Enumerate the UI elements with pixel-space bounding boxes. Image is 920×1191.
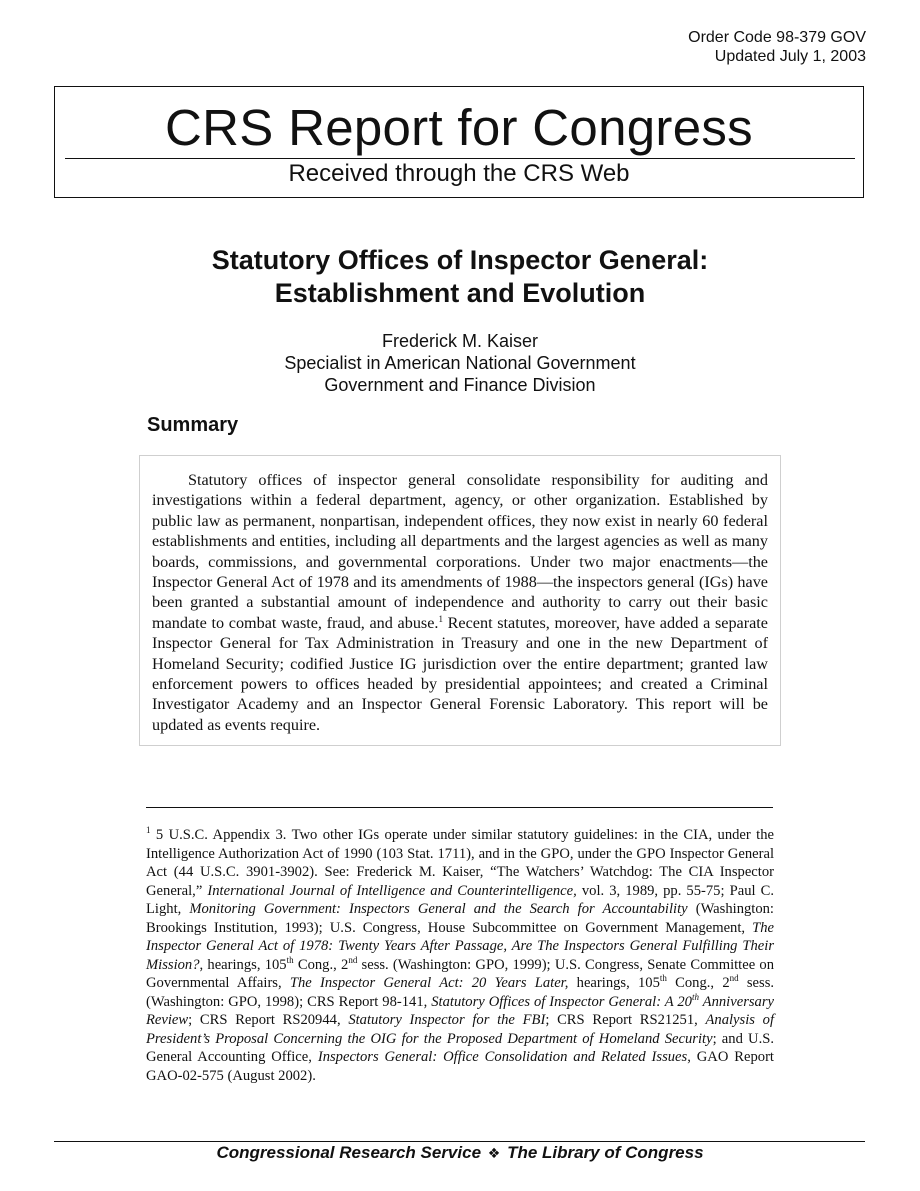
footnote-text: sess. (Washington: GPO, 1999); U.S. Congress, Senate Committee on Governmental Affairs, [146,956,775,991]
ordinal-suffix: th [691,991,699,1002]
diamond-separator-icon: ❖ [487,1146,501,1162]
footnote-citation-title: Monitoring Government: Inspectors General and the Search for Accountability [189,901,688,917]
summary-box [139,455,781,746]
summary-footnote-ref[interactable]: 1 [438,613,443,624]
footnote-divider [146,807,773,808]
footnote-mark: 1 [146,825,151,835]
updated-date: Updated July 1, 2003 [714,48,866,65]
author-title: Specialist in American National Government [284,353,636,373]
order-code: Order Code 98-379 GOV [688,29,866,46]
footnote-citation-title: Analysis of President’s Proposal Concerning the OIG for the Proposed Department of Homeland Security [146,1012,774,1047]
footnote-text: hearings, 105 [568,975,660,991]
footnote-text: ; and U.S. General Accounting Office, [146,1030,774,1065]
ordinal-suffix: th [659,973,667,983]
footnote-text: vol. 3, 1989, pp. 55-75; Paul C. Light, [146,882,774,917]
footer-divider [54,1141,865,1142]
footnote-citation-title: Statutory Inspector for the FBI [348,1012,546,1028]
report-title [0,244,920,310]
footnote-citation-title: International Journal of Intelligence and Counterintelligence, [207,882,577,899]
report-header-box [54,86,864,198]
footnote-citation-title: Anniversary Review [146,993,775,1028]
report-title-line2: Establishment and Evolution [274,278,646,308]
footnote-text: Cong., 2 [666,975,730,991]
footnote-text: ; CRS Report RS20944, [188,1012,349,1028]
footnote-text: 5 U.S.C. Appendix 3. Two other IGs operate under similar statutory guidelines: in the CIA, under the Intelligence Authorization Act of 1990 (103 Stat. 1711), and in the GPO, under the GPO Inspector General Act (44 U.S.C. 3901-3902). See: Frederick M. Kaiser, “The Watchers’ Watchdog: The CIA Inspector General,” [146,827,774,899]
footnote-text: Cong., 2 [293,956,349,973]
author-name: Frederick M. Kaiser [381,331,539,351]
order-code-block [688,28,866,66]
report-title-line1: Statutory Offices of Inspector General: [211,245,709,275]
summary-heading: Summary [147,414,239,436]
report-series-title: CRS Report for Congress [165,99,753,156]
footnote-citation-title: The Inspector General Act of 1978: Twenty Years After Passage, Are The Inspectors General Fulfilling Their Mission? [146,919,774,973]
summary-text-part2: Recent statutes, moreover, have added a separate Inspector General for Tax Administration in Treasury and one in the new Department of Homeland Security; codified Justice IG jurisdiction over the entire department; granted law enforcement powers to offices headed by presidential appointees; and created a Criminal Investigator Academy and an Inspector General Forensic Laboratory. This report will be updated as events require. [152,613,768,734]
ordinal-suffix: nd [729,973,739,983]
footnote-text: ; CRS Report RS21251, [545,1012,706,1028]
footnote-text: , hearings, 105 [199,956,287,973]
footnote-text: sess. (Washington: GPO, 1998); CRS Report 98-141, [146,975,775,1010]
footnote-text: , GAO Report GAO-02-575 (August 2002). [146,1049,774,1084]
footnote-citation-title: Statutory Offices of Inspector General: A 20 [431,993,692,1010]
ordinal-suffix: th [286,954,294,965]
footnote-1 [146,826,774,1085]
author-division: Government and Finance Division [324,375,596,395]
footer-library: The Library of Congress [507,1143,704,1162]
footnote-citation-title: Inspectors General: Office Consolidation and Related Issues [317,1049,688,1065]
ordinal-suffix: nd [348,954,358,965]
author-block [0,330,920,396]
header-divider [65,158,855,159]
summary-paragraph [152,470,768,735]
report-series-subtitle: Received through the CRS Web [288,160,630,187]
summary-text-part1: Statutory offices of inspector general consolidate responsibility for auditing and investigations within a federal department, agency, or other organization. Established by public law as permanent, nonpartisan, independent offices, they now exist in nearly 60 federal establishments and entities, including all departments and the largest agencies as well as many boards, commissions, and governmental corporations. Under two major enactments—the Inspector General Act of 1978 and its amendments of 1988—the inspectors general (IGs) have been granted a substantial amount of independence and authority to carry out their basic mandate to combat waste, fraud, and abuse. [152,471,768,632]
page-footer [0,1143,920,1164]
footer-org: Congressional Research Service [216,1143,482,1162]
footnote-text: (Washington: Brookings Institution, 1993); U.S. Congress, House Subcommittee on Government Management, [146,901,774,936]
footnote-citation-title: The Inspector General Act: 20 Years Later, [289,975,569,991]
